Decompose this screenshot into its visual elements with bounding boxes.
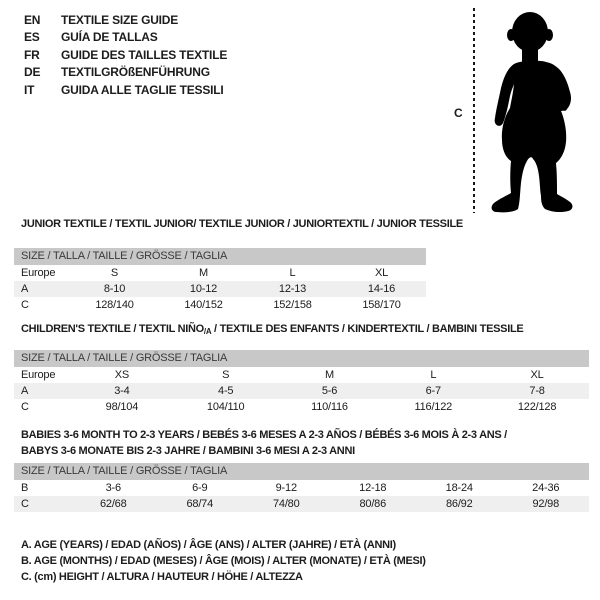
section-title: JUNIOR TEXTILE / TEXTIL JUNIOR/ TEXTILE JUNIOR / JUNIORTEXTIL / JUNIOR TESSILE bbox=[21, 218, 463, 230]
title-part: CHILDREN'S TEXTILE / TEXTIL NIÑO bbox=[21, 323, 204, 335]
section-junior-textile bbox=[14, 217, 463, 313]
size-cell: L bbox=[430, 368, 437, 381]
height-cell: 140/152 bbox=[184, 298, 223, 311]
row-label: Europe bbox=[21, 368, 56, 381]
table-row-age bbox=[14, 281, 426, 297]
height-cell: 110/116 bbox=[311, 400, 348, 413]
table-row-height bbox=[14, 399, 589, 415]
section-title-line1: BABIES 3-6 MONTH TO 2-3 YEARS / BEBÉS 3-6 MESES A 2-3 AÑOS / BÉBÉS 3-6 MOIS À 2-3 ANS / bbox=[21, 429, 507, 441]
row-label: A bbox=[21, 282, 29, 295]
age-cell: 10-12 bbox=[189, 282, 218, 295]
row-label: B bbox=[21, 482, 29, 494]
table-row-height bbox=[14, 297, 426, 313]
language-code: FR bbox=[24, 47, 40, 62]
section-title-line2: BABYS 3-6 MONATE BIS 2-3 JAHRE / BAMBINI 3-6 MESI A 2-3 ANNI bbox=[21, 444, 355, 457]
height-cell: 74/80 bbox=[272, 498, 300, 510]
legend-age-months: B. AGE (MONTHS) / EDAD (MESES) / ÂGE (MOIS) / ALTER (MONATE) / ETÀ (MESI) bbox=[21, 555, 426, 567]
height-cell: 62/68 bbox=[99, 498, 127, 510]
language-code: ES bbox=[24, 30, 40, 45]
age-cell: 12-18 bbox=[359, 482, 387, 494]
size-cell: XL bbox=[530, 368, 544, 381]
language-code: EN bbox=[24, 12, 41, 27]
language-row-es bbox=[24, 29, 227, 47]
language-row-en bbox=[24, 11, 227, 29]
height-cell: 158/170 bbox=[362, 298, 401, 311]
height-cell: 104/110 bbox=[206, 400, 245, 413]
table-row-height bbox=[14, 496, 589, 512]
row-label: Europe bbox=[21, 266, 56, 279]
age-cell: 14-16 bbox=[367, 282, 396, 295]
table-row-age bbox=[14, 383, 589, 399]
table-row-europe bbox=[14, 367, 589, 383]
size-cell: XL bbox=[374, 266, 389, 279]
language-code: DE bbox=[24, 65, 41, 80]
legend-age-years: A. AGE (YEARS) / EDAD (AÑOS) / ÂGE (ANS) / ALTER (JAHRE) / ETÀ (ANNI) bbox=[21, 539, 396, 551]
size-cell: M bbox=[199, 266, 208, 279]
height-cell: 152/158 bbox=[273, 298, 312, 311]
title-subscript: /A bbox=[203, 327, 212, 336]
age-cell: 3-6 bbox=[105, 482, 121, 494]
legend-height: C. (cm) HEIGHT / ALTURA / HAUTEUR / HÖHE / ALTEZZA bbox=[21, 571, 303, 583]
age-cell: 8-10 bbox=[103, 282, 126, 295]
height-measure-label: C bbox=[454, 106, 463, 120]
language-header bbox=[24, 11, 227, 99]
age-cell: 6-7 bbox=[425, 384, 441, 397]
age-cell: 3-4 bbox=[114, 384, 130, 397]
language-title: GUIDA ALLE TAGLIE TESSILI bbox=[61, 82, 224, 97]
age-cell: 7-8 bbox=[529, 384, 545, 397]
language-title: TEXTILGRÖßENFÜHRUNG bbox=[61, 65, 210, 80]
height-measure-dotted-line bbox=[473, 8, 475, 213]
size-header-bar: SIZE / TALLA / TAILLE / GRÖSSE / TAGLIA bbox=[14, 350, 589, 367]
height-cell: 86/92 bbox=[445, 498, 473, 510]
age-cell: 9-12 bbox=[275, 482, 297, 494]
size-cell: M bbox=[325, 368, 334, 381]
age-cell: 24-36 bbox=[532, 482, 560, 494]
size-header-bar: SIZE / TALLA / TAILLE / GRÖSSE / TAGLIA bbox=[14, 463, 589, 480]
row-label: A bbox=[21, 384, 29, 397]
height-cell: 68/74 bbox=[186, 498, 214, 510]
size-cell: S bbox=[110, 266, 119, 279]
table-row-age-months bbox=[14, 480, 589, 496]
age-cell: 4-5 bbox=[218, 384, 234, 397]
size-cell: L bbox=[289, 266, 296, 279]
height-cell: 98/104 bbox=[105, 400, 139, 413]
language-row-fr bbox=[24, 46, 227, 64]
age-cell: 18-24 bbox=[445, 482, 473, 494]
language-row-de bbox=[24, 64, 227, 82]
title-part: / TEXTILE DES ENFANTS / KINDERTEXTIL / BAMBINI TESSILE bbox=[211, 323, 524, 335]
row-label: C bbox=[21, 298, 29, 311]
height-cell: 122/128 bbox=[517, 400, 557, 413]
language-title: TEXTILE SIZE GUIDE bbox=[61, 12, 179, 27]
size-cell: XS bbox=[114, 368, 130, 381]
height-cell: 116/122 bbox=[414, 400, 453, 413]
baby-silhouette-icon bbox=[484, 6, 586, 216]
height-cell: 92/98 bbox=[532, 498, 560, 510]
size-header-bar: SIZE / TALLA / TAILLE / GRÖSSE / TAGLIA bbox=[14, 248, 426, 265]
table-row-europe bbox=[14, 265, 426, 281]
section-title bbox=[14, 322, 589, 340]
language-title: GUÍA DE TALLAS bbox=[61, 30, 158, 45]
height-cell: 80/86 bbox=[359, 498, 387, 510]
age-cell: 12-13 bbox=[278, 282, 307, 295]
age-cell: 5-6 bbox=[321, 384, 338, 397]
size-cell: S bbox=[222, 368, 230, 381]
row-label: C bbox=[21, 498, 29, 510]
section-babies-textile bbox=[14, 428, 589, 512]
row-label: C bbox=[21, 400, 29, 413]
age-cell: 6-9 bbox=[192, 482, 208, 494]
section-children-textile bbox=[14, 322, 589, 415]
height-cell: 128/140 bbox=[95, 298, 134, 311]
language-row-it bbox=[24, 81, 227, 99]
measurement-legend bbox=[21, 537, 426, 585]
language-code: IT bbox=[24, 82, 35, 97]
language-title: GUIDE DES TAILLES TEXTILE bbox=[61, 47, 228, 62]
